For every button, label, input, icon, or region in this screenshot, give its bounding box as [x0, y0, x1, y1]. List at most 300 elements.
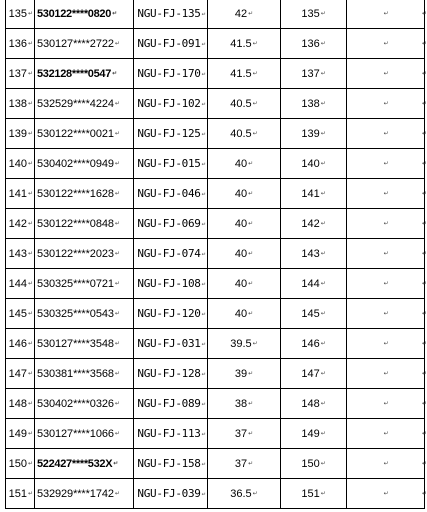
score-cell: [207, 269, 280, 299]
rank-cell-text: 145: [301, 307, 320, 320]
id-number-cell-text: 530127****3548: [36, 337, 114, 350]
cell-end-mark: ↵: [383, 190, 389, 197]
cell-end-mark: ↵: [383, 280, 389, 287]
ranking-table-body: [6, 0, 425, 509]
row-number-cell: [6, 299, 35, 329]
cell-end-mark: ↵: [201, 399, 205, 407]
cell-end-mark: ↵: [320, 400, 326, 407]
candidate-code-cell-text: NGU-FJ-102: [137, 96, 201, 110]
table-row: [6, 29, 425, 59]
remarks-cell: [347, 179, 425, 209]
score-cell-text: 37: [234, 457, 248, 470]
remarks-cell: [347, 419, 425, 449]
remarks-cell: [347, 269, 425, 299]
table-row: [6, 209, 425, 239]
score-cell: [207, 419, 280, 449]
candidate-code-cell-text: NGU-FJ-091: [137, 36, 201, 50]
cell-end-mark: ↵: [252, 100, 258, 107]
cell-end-mark: ↵: [252, 490, 258, 497]
id-number-cell: [34, 479, 133, 509]
rank-cell-text: 139: [301, 127, 320, 140]
candidate-code-cell-text: NGU-FJ-135: [137, 7, 201, 20]
cell-end-mark: ↵: [383, 40, 389, 47]
row-end-mark: ↵: [422, 341, 427, 347]
cell-end-mark: ↵: [114, 100, 120, 107]
id-number-cell: [34, 359, 133, 389]
row-end-mark: ↵: [422, 431, 427, 437]
row-end-mark: ↵: [422, 11, 427, 17]
rank-cell: [280, 299, 346, 329]
id-number-cell: [34, 89, 133, 119]
cell-end-mark: ↵: [112, 11, 117, 17]
id-number-cell: [34, 119, 133, 149]
id-number-cell: [34, 0, 133, 29]
remarks-cell: [347, 359, 425, 389]
cell-end-mark: ↵: [320, 40, 326, 47]
rank-cell: [280, 419, 346, 449]
id-number-cell: [34, 389, 133, 419]
cell-end-mark: ↵: [320, 70, 326, 77]
row-end-mark: ↵: [422, 41, 427, 47]
row-number-cell-text: 148: [8, 397, 27, 410]
score-cell-text: 40: [234, 307, 248, 320]
score-cell-text: 40: [234, 277, 248, 290]
cell-end-mark: ↵: [27, 130, 33, 137]
cell-end-mark: ↵: [320, 250, 326, 257]
row-number-cell-text: 139: [8, 127, 27, 140]
score-cell: [207, 0, 280, 29]
id-number-cell: [34, 239, 133, 269]
rank-cell: [280, 29, 346, 59]
cell-end-mark: ↵: [114, 220, 120, 227]
cell-end-mark: ↵: [112, 70, 117, 77]
cell-end-mark: ↵: [383, 490, 389, 497]
cell-end-mark: ↵: [114, 370, 120, 377]
row-number-cell-text: 141: [8, 187, 27, 200]
table-row: [6, 179, 425, 209]
id-number-cell: [34, 149, 133, 179]
cell-end-mark: ↵: [114, 490, 120, 497]
cell-end-mark: ↵: [320, 340, 326, 347]
table-row: [6, 59, 425, 89]
candidate-code-cell-text: NGU-FJ-069: [137, 216, 201, 230]
cell-end-mark: ↵: [248, 250, 254, 257]
cell-end-mark: ↵: [383, 400, 389, 407]
row-number-cell-text: 137: [8, 67, 27, 80]
cell-end-mark: ↵: [201, 459, 205, 467]
cell-end-mark: ↵: [383, 130, 389, 137]
candidate-code-cell: [134, 0, 208, 29]
row-number-cell-text: 143: [8, 247, 27, 260]
candidate-code-cell: [134, 359, 208, 389]
candidate-code-cell-text: NGU-FJ-108: [137, 276, 201, 290]
candidate-code-cell-text: NGU-FJ-074: [137, 246, 201, 260]
rank-cell: [280, 389, 346, 419]
candidate-code-cell-text: NGU-FJ-128: [137, 366, 201, 380]
cell-end-mark: ↵: [201, 189, 205, 197]
score-cell: [207, 149, 280, 179]
row-end-mark: ↵: [422, 311, 427, 317]
cell-end-mark: ↵: [114, 310, 120, 317]
rank-cell-text: 144: [301, 277, 320, 290]
row-number-cell: [6, 389, 35, 419]
cell-end-mark: ↵: [27, 490, 33, 497]
row-end-mark: ↵: [422, 101, 427, 107]
id-number-cell-text: 530402****0326: [36, 397, 114, 410]
row-number-cell-text: 136: [8, 37, 27, 50]
remarks-cell: [347, 149, 425, 179]
rank-cell-text: 142: [301, 217, 320, 230]
id-number-cell-text: 522427****532X: [36, 457, 113, 470]
row-number-cell-text: 138: [8, 97, 27, 110]
cell-end-mark: ↵: [27, 460, 33, 467]
row-number-cell: [6, 359, 35, 389]
id-number-cell-text: 530122****0848: [36, 217, 114, 230]
row-number-cell-text: 149: [8, 427, 27, 440]
id-number-cell: [34, 209, 133, 239]
cell-end-mark: ↵: [114, 190, 120, 197]
score-cell-text: 40: [234, 217, 248, 230]
cell-end-mark: ↵: [320, 100, 326, 107]
rank-cell: [280, 59, 346, 89]
row-number-cell-text: 140: [8, 157, 27, 170]
score-cell-text: 36.5: [230, 487, 252, 500]
id-number-cell-text: 530122****0820: [36, 8, 112, 20]
rank-cell: [280, 119, 346, 149]
remarks-cell: [347, 299, 425, 329]
cell-end-mark: ↵: [248, 400, 254, 407]
score-cell-text: 41.5: [230, 67, 252, 80]
row-end-mark: ↵: [422, 491, 427, 497]
remarks-cell: [347, 119, 425, 149]
candidate-code-cell-text: NGU-FJ-039: [137, 486, 201, 500]
rank-cell: [280, 89, 346, 119]
table-row: [6, 239, 425, 269]
cell-end-mark: ↵: [248, 11, 254, 17]
candidate-code-cell: [134, 239, 208, 269]
id-number-cell-text: 530325****0543: [36, 307, 114, 320]
cell-end-mark: ↵: [320, 490, 326, 497]
row-end-mark: ↵: [422, 131, 427, 137]
cell-end-mark: ↵: [248, 460, 254, 467]
row-number-cell: [6, 419, 35, 449]
row-number-cell-text: 145: [8, 307, 27, 320]
rank-cell-text: 135: [301, 8, 320, 20]
remarks-cell: [347, 0, 425, 29]
row-number-cell: [6, 479, 35, 509]
table-row: [6, 269, 425, 299]
candidate-code-cell: [134, 389, 208, 419]
cell-end-mark: ↵: [201, 10, 205, 17]
score-cell: [207, 119, 280, 149]
cell-end-mark: ↵: [320, 280, 326, 287]
cell-end-mark: ↵: [27, 430, 33, 437]
score-cell: [207, 449, 280, 479]
id-number-cell-text: 532929****1742: [36, 487, 114, 500]
id-number-cell: [34, 449, 133, 479]
id-number-cell: [34, 419, 133, 449]
rank-cell-text: 136: [301, 37, 320, 50]
candidate-code-cell: [134, 119, 208, 149]
id-number-cell-text: 530122****1628: [36, 187, 114, 200]
cell-end-mark: ↵: [320, 370, 326, 377]
score-cell-text: 39.5: [230, 337, 252, 350]
cell-end-mark: ↵: [248, 160, 254, 167]
candidate-code-cell: [134, 149, 208, 179]
rank-cell: [280, 239, 346, 269]
row-number-cell: [6, 89, 35, 119]
score-cell-text: 40.5: [230, 127, 252, 140]
rank-cell-text: 146: [301, 337, 320, 350]
cell-end-mark: ↵: [27, 220, 33, 227]
table-row: [6, 359, 425, 389]
row-end-mark: ↵: [422, 281, 427, 287]
rank-cell: [280, 329, 346, 359]
cell-end-mark: ↵: [27, 40, 33, 47]
candidate-code-cell: [134, 179, 208, 209]
cell-end-mark: ↵: [383, 370, 389, 377]
cell-end-mark: ↵: [201, 99, 205, 107]
rank-cell-text: 137: [301, 67, 320, 80]
cell-end-mark: ↵: [27, 340, 33, 347]
score-cell-text: 39: [234, 367, 248, 380]
cell-end-mark: ↵: [27, 250, 33, 257]
cell-end-mark: ↵: [383, 220, 389, 227]
score-cell: [207, 299, 280, 329]
id-number-cell: [34, 179, 133, 209]
row-number-cell: [6, 59, 35, 89]
row-number-cell: [6, 119, 35, 149]
cell-end-mark: ↵: [27, 100, 33, 107]
candidate-code-cell: [134, 419, 208, 449]
cell-end-mark: ↵: [320, 460, 326, 467]
cell-end-mark: ↵: [27, 11, 33, 17]
cell-end-mark: ↵: [114, 280, 120, 287]
candidate-code-cell-text: NGU-FJ-113: [137, 426, 201, 440]
rank-cell: [280, 179, 346, 209]
row-number-cell-text: 147: [8, 367, 27, 380]
rank-cell: [280, 269, 346, 299]
remarks-cell: [347, 209, 425, 239]
id-number-cell-text: 530381****3568: [36, 367, 114, 380]
cell-end-mark: ↵: [248, 190, 254, 197]
candidate-code-cell: [134, 329, 208, 359]
cell-end-mark: ↵: [383, 460, 389, 467]
remarks-cell: [347, 239, 425, 269]
row-number-cell: [6, 329, 35, 359]
rank-cell-text: 149: [301, 427, 320, 440]
remarks-cell: [347, 449, 425, 479]
table-row: [6, 149, 425, 179]
rank-cell: [280, 449, 346, 479]
table-row: [6, 89, 425, 119]
table-row: [6, 419, 425, 449]
cell-end-mark: ↵: [201, 489, 205, 497]
table-row: [6, 119, 425, 149]
score-cell-text: 40: [234, 187, 248, 200]
cell-end-mark: ↵: [320, 430, 326, 437]
rank-cell-text: 140: [301, 157, 320, 170]
score-cell: [207, 89, 280, 119]
cell-end-mark: ↵: [252, 70, 258, 77]
cell-end-mark: ↵: [201, 279, 205, 287]
id-number-cell: [34, 329, 133, 359]
cell-end-mark: ↵: [114, 340, 120, 347]
cell-end-mark: ↵: [27, 280, 33, 287]
id-number-cell-text: 530127****1066: [36, 427, 114, 440]
cell-end-mark: ↵: [27, 400, 33, 407]
cell-end-mark: ↵: [114, 400, 120, 407]
score-cell-text: 40: [234, 247, 248, 260]
remarks-cell: [347, 29, 425, 59]
row-number-cell: [6, 449, 35, 479]
row-number-cell: [6, 29, 35, 59]
score-cell: [207, 329, 280, 359]
id-number-cell: [34, 29, 133, 59]
cell-end-mark: ↵: [114, 160, 120, 167]
score-cell: [207, 209, 280, 239]
cell-end-mark: ↵: [320, 220, 326, 227]
ranking-table: [5, 0, 425, 509]
cell-end-mark: ↵: [320, 160, 326, 167]
cell-end-mark: ↵: [252, 340, 258, 347]
cell-end-mark: ↵: [201, 159, 205, 167]
candidate-code-cell-text: NGU-FJ-125: [137, 126, 201, 140]
rank-cell-text: 148: [301, 397, 320, 410]
row-number-cell: [6, 149, 35, 179]
cell-end-mark: ↵: [114, 40, 120, 47]
candidate-code-cell-text: NGU-FJ-089: [137, 396, 201, 410]
row-number-cell-text: 151: [8, 487, 27, 500]
cell-end-mark: ↵: [27, 190, 33, 197]
cell-end-mark: ↵: [248, 280, 254, 287]
candidate-code-cell-text: NGU-FJ-031: [137, 336, 201, 350]
table-row: [6, 0, 425, 29]
cell-end-mark: ↵: [201, 339, 205, 347]
rank-cell: [280, 0, 346, 29]
row-number-cell: [6, 0, 35, 29]
cell-end-mark: ↵: [383, 430, 389, 437]
cell-end-mark: ↵: [248, 310, 254, 317]
row-number-cell: [6, 269, 35, 299]
cell-end-mark: ↵: [114, 130, 120, 137]
row-end-mark: ↵: [422, 161, 427, 167]
cell-end-mark: ↵: [383, 100, 389, 107]
candidate-code-cell: [134, 299, 208, 329]
cell-end-mark: ↵: [248, 220, 254, 227]
row-end-mark: ↵: [422, 221, 427, 227]
rank-cell-text: 147: [301, 367, 320, 380]
id-number-cell: [34, 59, 133, 89]
row-number-cell: [6, 239, 35, 269]
id-number-cell-text: 530122****0021: [36, 127, 114, 140]
table-row: [6, 329, 425, 359]
id-number-cell-text: 532529****4224: [36, 97, 114, 110]
cell-end-mark: ↵: [383, 250, 389, 257]
row-number-cell-text: 146: [8, 337, 27, 350]
score-cell: [207, 59, 280, 89]
remarks-cell: [347, 89, 425, 119]
row-number-cell-text: 135: [8, 8, 27, 20]
row-number-cell-text: 144: [8, 277, 27, 290]
candidate-code-cell: [134, 29, 208, 59]
cell-end-mark: ↵: [320, 190, 326, 197]
remarks-cell: [347, 389, 425, 419]
table-row: [6, 479, 425, 509]
id-number-cell-text: 530127****2722: [36, 37, 114, 50]
row-number-cell: [6, 179, 35, 209]
cell-end-mark: ↵: [383, 11, 389, 17]
cell-end-mark: ↵: [201, 129, 205, 137]
cell-end-mark: ↵: [383, 70, 389, 77]
rank-cell-text: 138: [301, 97, 320, 110]
score-cell-text: 40.5: [230, 97, 252, 110]
cell-end-mark: ↵: [27, 70, 33, 77]
candidate-code-cell-text: NGU-FJ-015: [137, 156, 201, 170]
id-number-cell-text: 530122****2023: [36, 247, 114, 260]
cell-end-mark: ↵: [201, 39, 205, 47]
rank-cell-text: 141: [301, 187, 320, 200]
cell-end-mark: ↵: [27, 160, 33, 167]
cell-end-mark: ↵: [114, 430, 120, 437]
cell-end-mark: ↵: [252, 40, 258, 47]
candidate-code-cell: [134, 209, 208, 239]
cell-end-mark: ↵: [248, 370, 254, 377]
score-cell: [207, 239, 280, 269]
row-end-mark: ↵: [422, 371, 427, 377]
rank-cell: [280, 359, 346, 389]
cell-end-mark: ↵: [201, 429, 205, 437]
row-end-mark: ↵: [422, 191, 427, 197]
cell-end-mark: ↵: [320, 310, 326, 317]
candidate-code-cell: [134, 89, 208, 119]
cell-end-mark: ↵: [383, 310, 389, 317]
cell-end-mark: ↵: [27, 310, 33, 317]
candidate-code-cell-text: NGU-FJ-170: [137, 66, 201, 80]
id-number-cell-text: 530402****0949: [36, 157, 114, 170]
id-number-cell: [34, 269, 133, 299]
score-cell: [207, 359, 280, 389]
score-cell: [207, 179, 280, 209]
row-end-mark: ↵: [422, 401, 427, 407]
rank-cell: [280, 479, 346, 509]
cell-end-mark: ↵: [201, 69, 205, 77]
row-number-cell-text: 150: [8, 457, 27, 470]
rank-cell-text: 150: [301, 457, 320, 470]
cell-end-mark: ↵: [114, 250, 120, 257]
row-end-mark: ↵: [422, 71, 427, 77]
cell-end-mark: ↵: [113, 460, 119, 467]
remarks-cell: [347, 329, 425, 359]
candidate-code-cell: [134, 479, 208, 509]
score-cell-text: 38: [234, 397, 248, 410]
candidate-code-cell: [134, 449, 208, 479]
candidate-code-cell-text: NGU-FJ-158: [137, 456, 201, 470]
id-number-cell-text: 530325****0721: [36, 277, 114, 290]
cell-end-mark: ↵: [320, 130, 326, 137]
remarks-cell: [347, 479, 425, 509]
score-cell-text: 42: [234, 8, 248, 20]
cell-end-mark: ↵: [201, 309, 205, 317]
table-row: [6, 449, 425, 479]
candidate-code-cell-text: NGU-FJ-046: [137, 186, 201, 200]
score-cell-text: 40: [234, 157, 248, 170]
candidate-code-cell: [134, 59, 208, 89]
cell-end-mark: ↵: [383, 160, 389, 167]
row-end-mark: ↵: [422, 251, 427, 257]
table-row: [6, 389, 425, 419]
table-row: [6, 299, 425, 329]
